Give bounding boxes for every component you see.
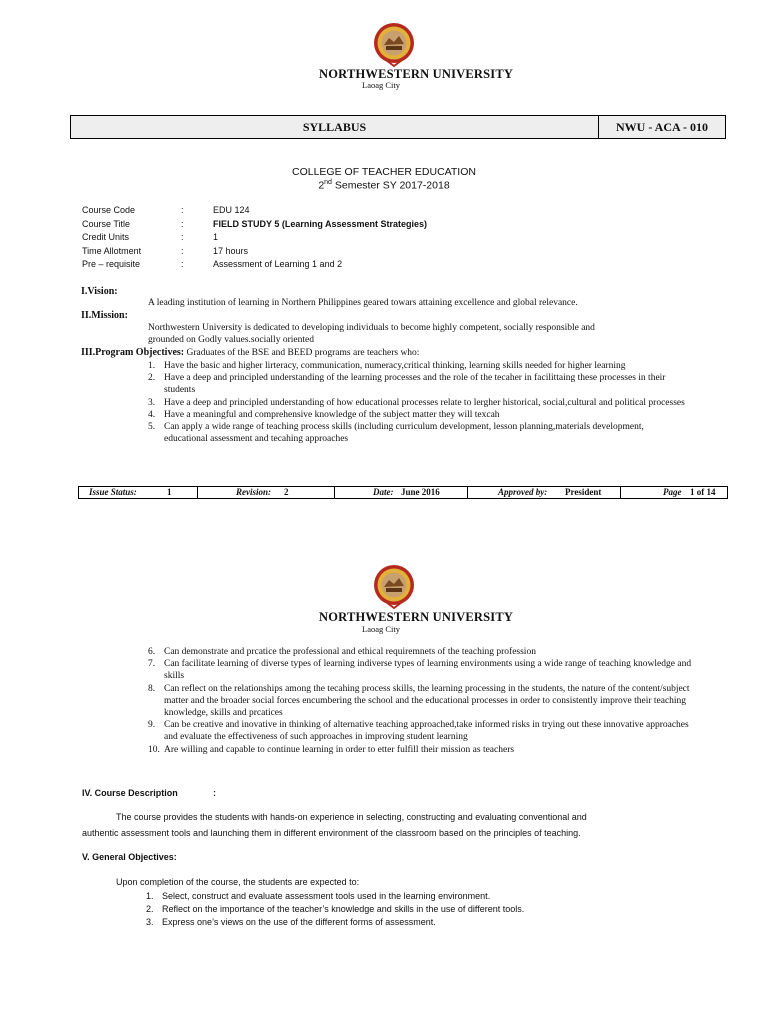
course-description-colon: : bbox=[213, 788, 216, 798]
university-seal-icon bbox=[373, 564, 415, 610]
list-item: 1. Select, construct and evaluate assessment tools used in the learning environment. bbox=[146, 891, 491, 901]
vision-heading: I.Vision: bbox=[81, 286, 118, 297]
university-name: NORTHWESTERN UNIVERSITY bbox=[319, 610, 514, 624]
course-description-heading: IV. Course Description bbox=[82, 788, 178, 798]
vision-text: A leading institution of learning in Northern Philippines geared towars attaining excellence and global relevance. bbox=[148, 298, 578, 308]
list-item: 5. Can apply a wide range of teaching process skills (including curriculum development, lesson planning,materials development, educational assessment and tecahing approaches bbox=[148, 422, 644, 445]
list-item: 3. Have a deep and principled understanding of how educational processes relate to lergher historical, social,cultural and political processes bbox=[148, 397, 685, 408]
syllabus-header-box bbox=[70, 115, 726, 139]
course-description-line2: authentic assessment tools and launching them in different environment of the classroom based on the principles of teaching. bbox=[82, 828, 581, 838]
list-item: 9. Can be creative and inovative in thinking of alternative teaching approached,take informed risks in trying out these innovative approaches and evaluate the effectiveness of such approaches in improving student learning bbox=[148, 720, 689, 743]
program-objectives-list-continued bbox=[148, 646, 693, 756]
list-item: 1. Have the basic and higher lirteracy, communication, numeracy,critical thinking, learning skills needed for higher learning bbox=[148, 361, 626, 371]
course-description-line1: The course provides the students with hands-on experience in selecting, constructing and evaluating conventional and bbox=[116, 812, 587, 822]
program-objectives-list bbox=[148, 360, 688, 445]
list-item: 6. Can demonstrate and prcatice the professional and ethical requiremnets of the teaching profession bbox=[148, 647, 536, 657]
mission-text-line2: grounded on Godly values.socially oriented bbox=[148, 335, 314, 345]
general-objectives-list bbox=[146, 890, 706, 929]
program-objectives-intro: III.Program Objectives: Graduates of the BSE and BEED programs are teachers who: bbox=[81, 347, 420, 358]
list-item: 7. Can facilitate learning of diverse types of learning indiverse types of learning environments using a wide range of teaching knowledge and skills bbox=[148, 659, 692, 682]
list-item: 10. Are willing and capable to continue learning in order to etter fulfill their mission as teachers bbox=[148, 744, 515, 755]
college-name: COLLEGE OF TEACHER EDUCATION bbox=[292, 166, 476, 178]
list-item: 2. Have a deep and principled understanding of the learning processes and the role of the tecaher in facilittaing these processes in their students bbox=[148, 373, 666, 396]
list-item: 2. Reflect on the importance of the teacher’s knowledge and skills in the use of different tools. bbox=[146, 904, 525, 914]
list-item: 4. Have a meaningful and comprehensive knowledge of the subject matter they will texcah bbox=[148, 409, 500, 420]
mission-heading: II.Mission: bbox=[81, 310, 128, 321]
university-seal-icon bbox=[373, 22, 415, 68]
mission-text-line1: Northwestern University is dedicated to developing individuals to become highly competent, socially responsible and bbox=[148, 323, 595, 333]
university-name: NORTHWESTERN UNIVERSITY bbox=[319, 67, 514, 81]
list-item: 8. Can reflect on the relationships among the tecahing process skills, the learning processing in the students, the nature of the content/subject matter and the broader social forces encumbering the school and the educational processes in order to consistently improve their teaching knowledge, skills and prcatices bbox=[148, 683, 690, 719]
general-objectives-intro: Upon completion of the course, the students are expected to: bbox=[116, 877, 360, 887]
university-city: Laoag City bbox=[362, 80, 401, 90]
document-footer: Issue Status: 1 Revision: 2 Date: June 2016 Approved by: President Page 1 of 14 bbox=[78, 486, 728, 499]
semester-line: 2nd Semester SY 2017-2018 bbox=[318, 179, 450, 192]
list-item: 3. Express one’s views on the use of the different forms of assessment. bbox=[146, 917, 436, 927]
general-objectives-heading: V. General Objectives: bbox=[82, 852, 177, 862]
syllabus-title: SYLLABUS bbox=[71, 116, 599, 138]
university-city: Laoag City bbox=[362, 624, 401, 634]
document-code: NWU - ACA - 010 bbox=[616, 120, 708, 134]
